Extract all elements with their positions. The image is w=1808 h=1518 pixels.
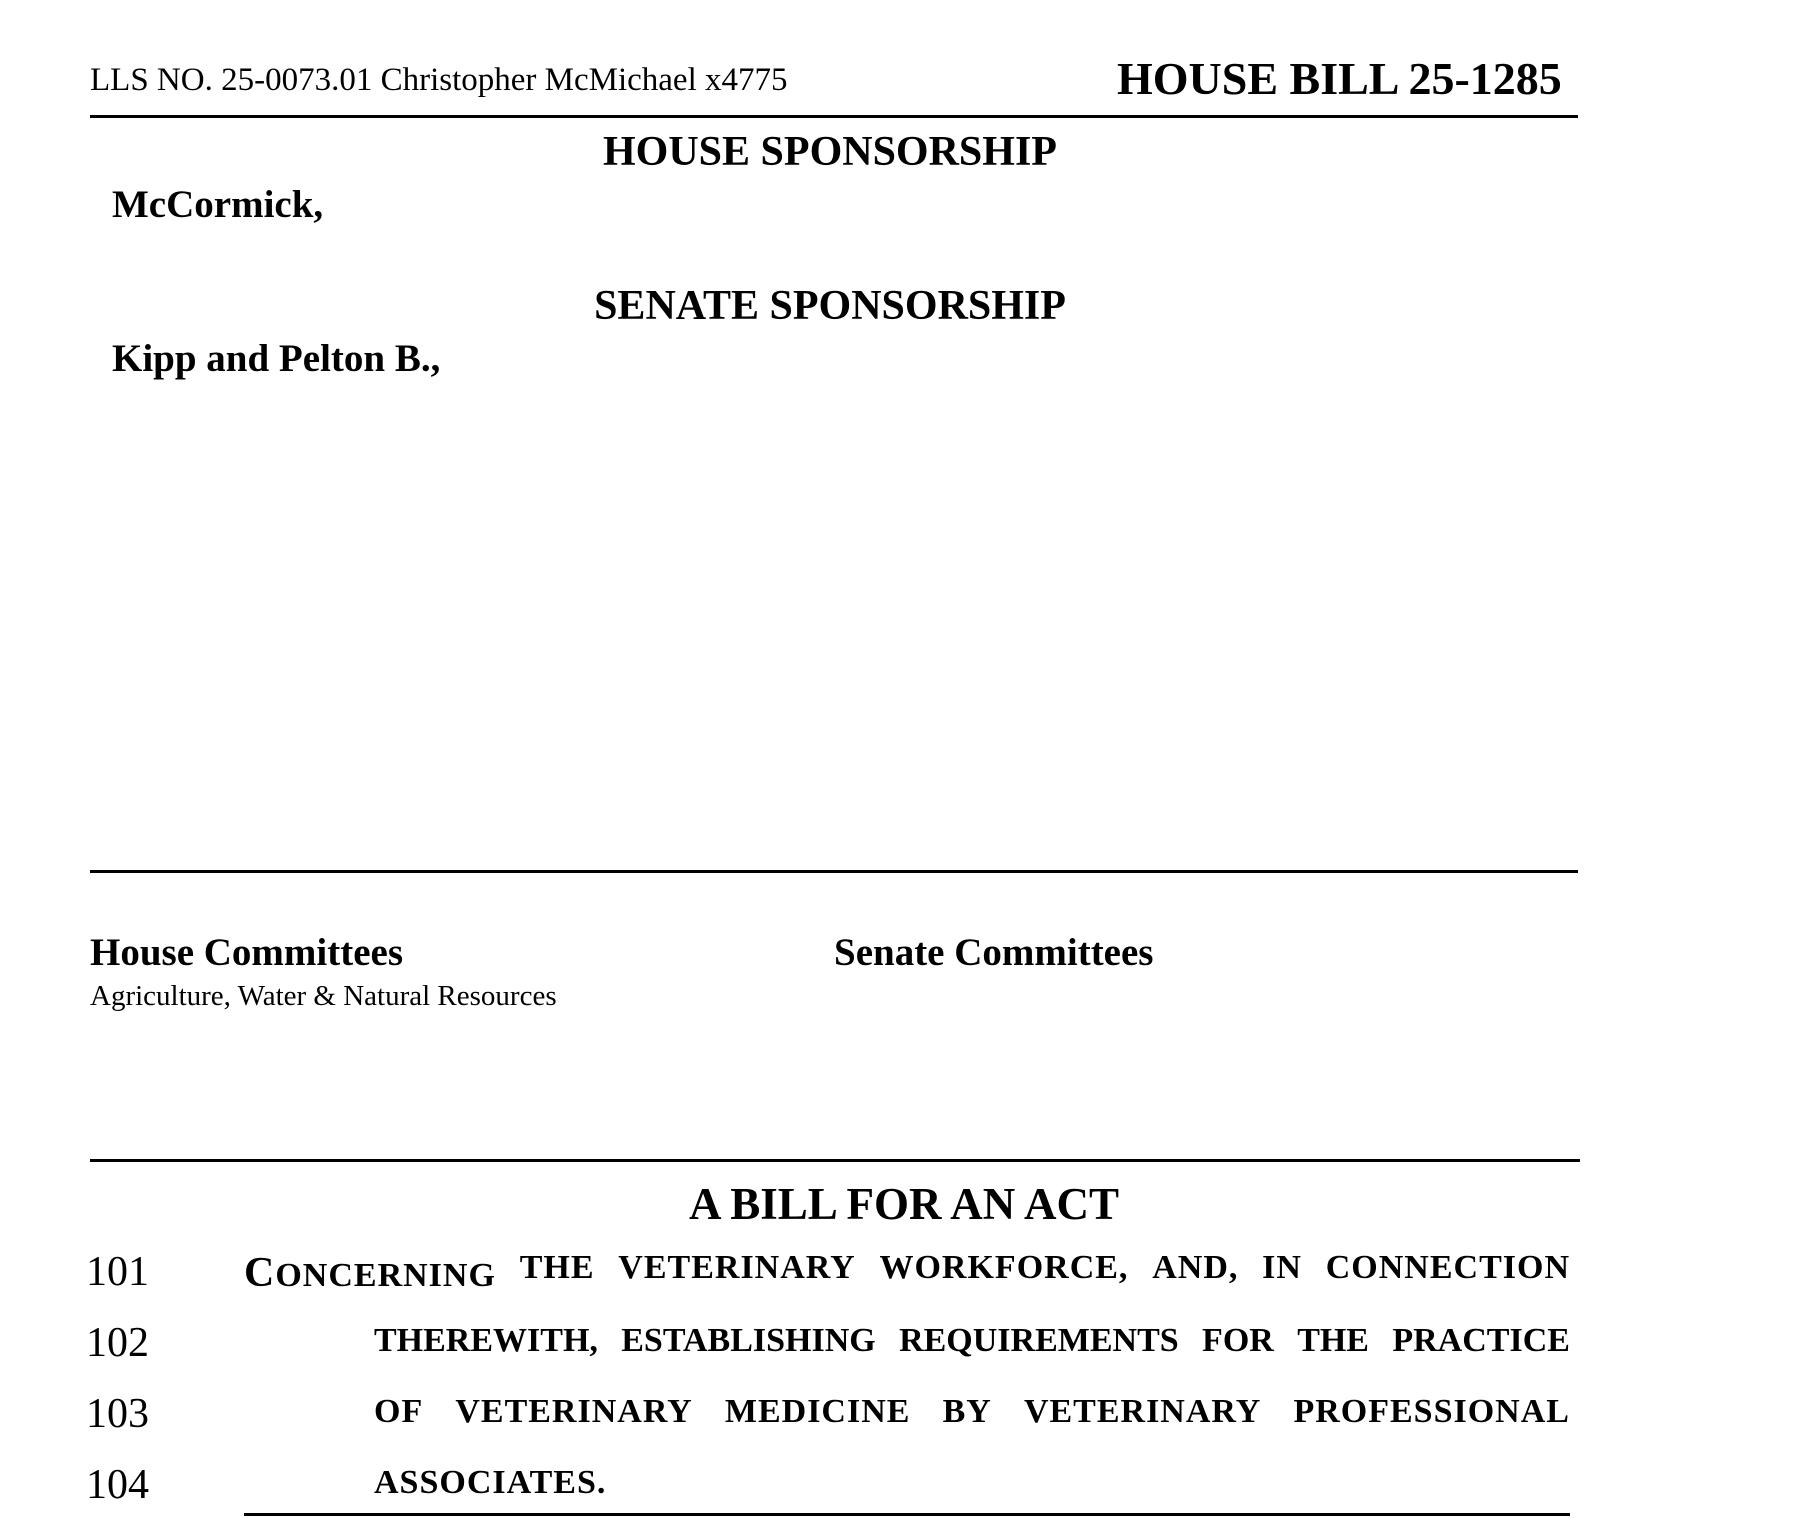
line-number-102: 102 [86, 1320, 149, 1366]
committees-rule [90, 1159, 1580, 1162]
caption-line-102 [374, 1322, 1570, 1360]
caption-word: ASSOCIATES. [374, 1464, 607, 1501]
senate-sponsorship-title: SENATE SPONSORSHIP [594, 283, 1066, 329]
line-number-104: 104 [86, 1462, 149, 1508]
caption-word: VETERINARY [618, 1249, 856, 1286]
house-committee-item: Agriculture, Water & Natural Resources [90, 980, 557, 1012]
caption-word: THE [519, 1249, 595, 1286]
lls-number: LLS NO. 25-0073.01 Christopher McMichael x4775 [90, 62, 788, 98]
caption-word: OF [374, 1393, 424, 1430]
caption-word: AND, [1152, 1249, 1239, 1286]
line-number-101: 101 [86, 1249, 149, 1295]
bill-number: HOUSE BILL 25-1285 [1117, 53, 1562, 104]
caption-end-rule [244, 1513, 1570, 1516]
house-sponsorship-title: HOUSE SPONSORSHIP [603, 129, 1057, 175]
caption-word [244, 1249, 496, 1297]
caption-word: PRACTICE [1392, 1322, 1570, 1359]
act-title: A BILL FOR AN ACT [688, 1179, 1120, 1229]
caption-word: VETERINARY [455, 1393, 693, 1430]
caption-word: VETERINARY [1023, 1393, 1262, 1430]
caption-word-rest: ONCERNING [275, 1257, 496, 1294]
caption-word: MEDICINE [724, 1393, 911, 1430]
caption-word: REQUIREMENTS [899, 1322, 1179, 1359]
senate-sponsors: Kipp and Pelton B., [112, 337, 441, 380]
caption-initial: C [244, 1250, 276, 1296]
caption-word: BY [942, 1393, 992, 1430]
caption-word: IN [1262, 1249, 1302, 1286]
house-sponsors: McCormick, [112, 183, 324, 226]
line-number-103: 103 [86, 1391, 149, 1437]
header-rule [90, 115, 1578, 118]
senate-committees-title: Senate Committees [834, 931, 1154, 974]
house-committees-title: House Committees [90, 931, 404, 974]
sponsorship-rule [90, 870, 1578, 873]
caption-word: THEREWITH, [374, 1322, 598, 1359]
caption-word: ESTABLISHING [621, 1322, 876, 1359]
caption-word: WORKFORCE, [879, 1249, 1129, 1286]
caption-line-104 [374, 1464, 606, 1502]
caption-word: CONNECTION [1325, 1249, 1570, 1286]
caption-word: THE [1297, 1322, 1369, 1359]
caption-line-103 [374, 1393, 1570, 1431]
caption-line-101 [244, 1249, 1570, 1297]
caption-word: FOR [1202, 1322, 1274, 1359]
caption-word: PROFESSIONAL [1293, 1393, 1570, 1430]
